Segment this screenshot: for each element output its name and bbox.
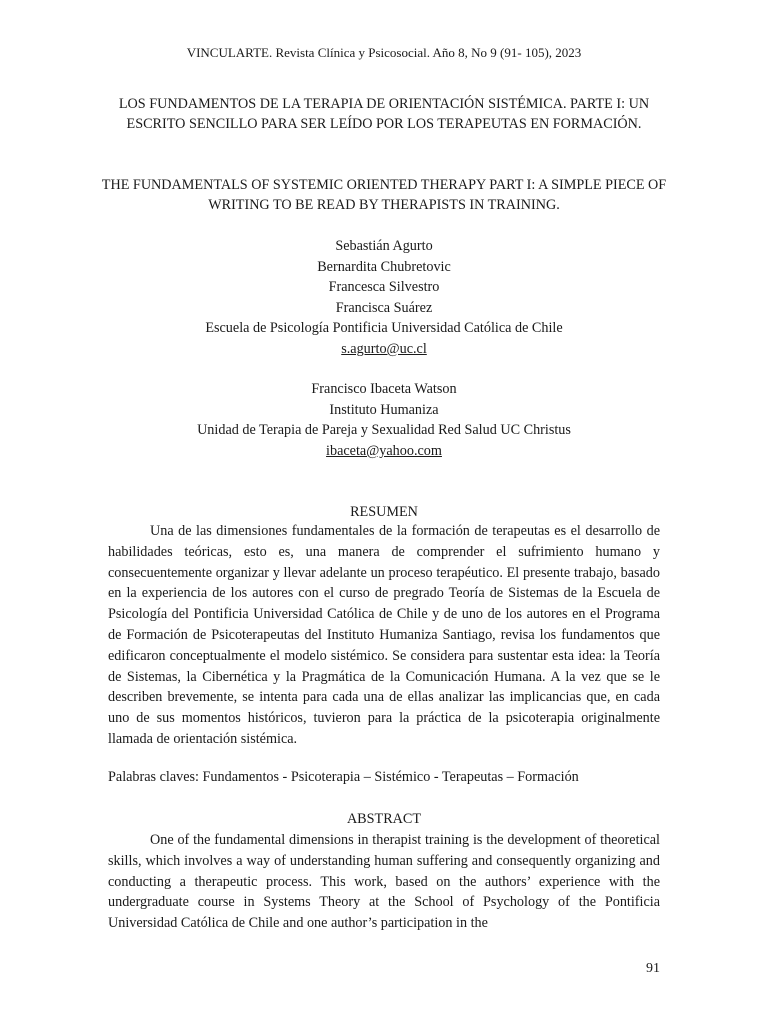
author-email-link[interactable]: s.agurto@uc.cl	[341, 340, 427, 357]
article-title-spanish: LOS FUNDAMENTOS DE LA TERAPIA DE ORIENTACIÓN SISTÉMICA. PARTE I: UN ESCRITO SENCILLO PARA SER LEÍDO POR LOS TERAPEUTAS EN FORMACIÓN.	[118, 96, 650, 132]
article-title-english: THE FUNDAMENTALS OF SYSTEMIC ORIENTED THERAPY PART I: A SIMPLE PIECE OF WRITING TO BE READ BY THERAPISTS IN TRAINING.	[101, 177, 667, 213]
abstract-heading: ABSTRACT	[346, 811, 422, 827]
author-block-2	[0, 379, 768, 461]
page-number: 91	[646, 961, 660, 976]
abstract-paragraph: One of the fundamental dimensions in therapist training is the development of theoretical skills, which involves a way of understanding human suffering and consequently organizing and conducting a therapeutic process. This work, based on the authors’ experience with the undergraduate course in Systems Theory at the School of Psychology of the Pontificia Universidad Católica de Chile and one author’s participation in the	[108, 832, 660, 932]
resumen-paragraph: Una de las dimensiones fundamentales de la formación de terapeutas es el desarrollo de habilidades teóricas, esto es, una manera de comprender el sufrimiento humano y consecuentemente organizar y llevar adelante un proceso terapéutico. El presente trabajo, basado en la experiencia de los autores con el curso de pregrado Teoría de Sistemas de la Escuela de Psicología del Pontificia Universidad Católica de Chile y de uno de los autores en el Programa de Formación de Psicoterapeutas del Instituto Humaniza Santiago, revisa los fundamentos que edificaron conceptualmente el modelo sistémico. Se considera para sustentar esta idea: la Teoría de Sistemas, la Cibernética y la Pragmática de la Comunicación Humana. A la vez que se le describen brevemente, se intenta para cada una de ellas analizar las implicancias que, en cada uno de sus momentos históricos, tuvieron para la práctica de la psicoterapia originalmente llamada de orientación sistémica.	[108, 523, 660, 747]
author-affiliation: Instituto Humaniza	[329, 401, 439, 418]
author-name: Bernardita Chubretovic	[317, 258, 451, 275]
author-name: Sebastián Agurto	[335, 238, 433, 254]
running-header: VINCULARTE. Revista Clínica y Psicosocial. Año 8, No 9 (91- 105), 2023	[186, 45, 582, 60]
author-name: Francisca Suárez	[335, 299, 433, 316]
author-name: Francesca Silvestro	[328, 279, 440, 296]
resumen-heading: RESUMEN	[350, 504, 418, 520]
author-affiliation: Unidad de Terapia de Pareja y Sexualidad Red Salud UC Christus	[197, 422, 571, 439]
author-block-1	[0, 236, 768, 360]
author-affiliation: Escuela de Psicología Pontificia Universidad Católica de Chile	[205, 320, 563, 337]
keywords-line: Palabras claves: Fundamentos - Psicoterapia – Sistémico - Terapeutas – Formación	[108, 769, 579, 785]
author-name: Francisco Ibaceta Watson	[311, 381, 457, 397]
author-email-link[interactable]: ibaceta@yahoo.com	[326, 442, 442, 459]
